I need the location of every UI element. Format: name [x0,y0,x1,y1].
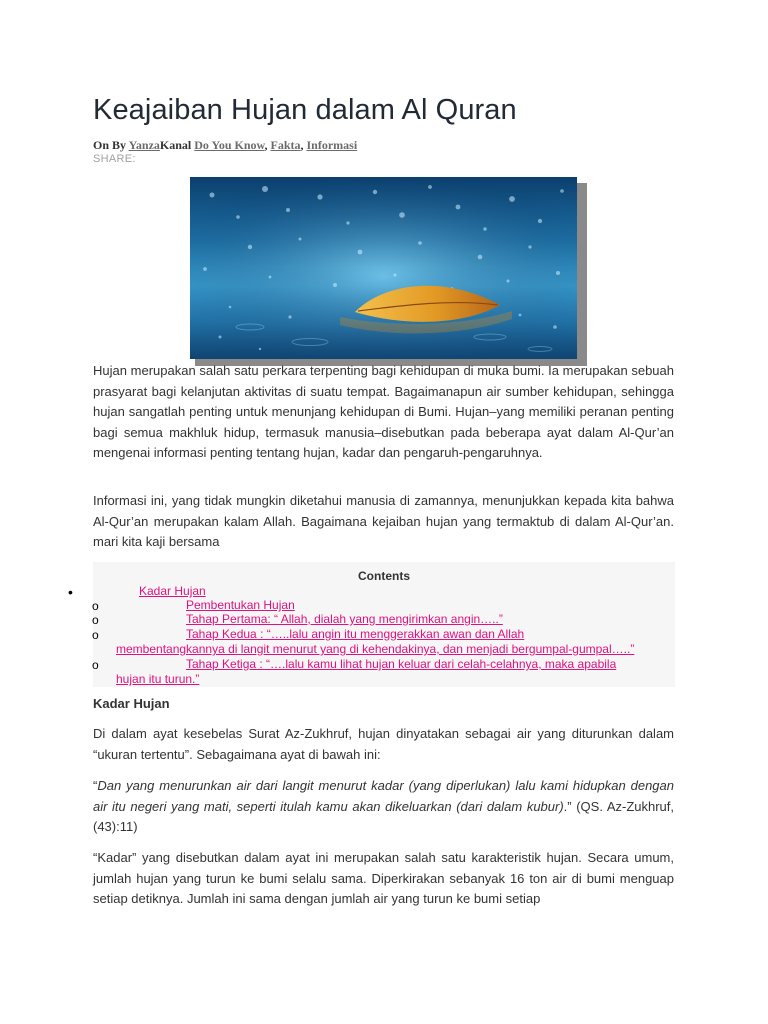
toc-link-tahap-pertama[interactable]: Tahap Pertama: “ Allah, dialah yang mengirimkan angin…..” [186,612,503,626]
toc-bullet-disc: • [68,584,73,600]
category-link-fakta[interactable]: Fakta [270,138,301,152]
toc-link-kadar-hujan[interactable]: Kadar Hujan [139,584,206,598]
toc-bullet-circle: o [92,599,99,613]
paragraph-1: Hujan merupakan salah satu perkara terpenting bagi kehidupan di muka bumi. Ia merupakan sebuah prasyarat bagi kelanjutan aktivitas di suatu tempat. Bagaimanapun air sumber kehidupan, sehingga hujan sangatlah penting untuk menunjang kehidupan di Bumi. Hujan–yang memiliki peranan penting bagi semua makhluk hidup, termasuk manusia–disebutkan pada beberapa ayat dalam Al-Qur’an mengenai informasi penting tentang hujan, kadar dan pengaruh-pengaruhnya. [93,363,674,461]
toc-title: Contents [358,569,410,583]
toc-link-pembentukan-hujan[interactable]: Pembentukan Hujan [186,598,295,612]
toc-link-tahap-kedua-line2[interactable]: membentangkannya di langit menurut yang di kehendakinya, dan menjadi bergumpal-gumpal…..” [116,642,635,656]
paragraph-5: “Kadar” yang disebutkan dalam ayat ini merupakan salah satu karakteristik hujan. Secara umum, jumlah hujan yang turun ke bumi selalu sama. Diperkirakan sebanyak 16 ton air di bumi menguap setiap detiknya. Jumlah ini sama dengan jumlah air yang turun ke bumi setiap [93,850,674,907]
section-heading-kadar-hujan: Kadar Hujan [93,696,170,711]
hero-image-rain-leaf [190,177,577,359]
quote-paragraph [93,776,674,838]
toc-link-tahap-kedua-line1[interactable]: Tahap Kedua : “…..lalu angin itu menggerakkan awan dan Allah [186,627,525,641]
quote-citation: .” (QS. Az-Zukhruf, (43):11) [93,798,674,835]
author-link[interactable]: Yanza [128,138,160,152]
toc-bullet-circle: o [92,628,99,642]
kanal-label: Kanal [159,138,195,152]
toc-link-tahap-ketiga-line2[interactable]: hujan itu turun.” [116,672,200,686]
category-link-informasi[interactable]: Informasi [306,138,358,152]
share-label: SHARE: [93,153,136,165]
toc-bullet-circle: o [92,613,99,627]
category-separator: , [300,138,307,152]
paragraph-3: Di dalam ayat kesebelas Surat Az-Zukhruf, hujan dinyatakan sebagai air yang diturunkan dalam “ukuran tertentu”. Sebagaimana ayat di bawah ini: [93,726,674,762]
rain-leaf-illustration [190,177,577,359]
paragraph-2: Informasi ini, yang tidak mungkin diketahui manusia di zamannya, menunjukkan kepada kita bahwa Al-Qur’an merupakan kalam Allah. Bagaimana kejaiban hujan yang termaktub di dalam Al-Qur’an. mari kita kaji bersama [93,493,674,550]
category-separator: , [264,138,271,152]
quote-text: Dan yang menurunkan air dari langit menurut kadar (yang diperlukan) lalu kami hidupkan dengan air itu negeri yang mati, seperti itulah kamu akan dikeluarkan (dari dalam kubur) [93,778,674,814]
toc-link-tahap-ketiga-line1[interactable]: Tahap Ketiga : “….lalu kamu lihat hujan keluar dari celah-celahnya, maka apabila [186,657,617,671]
quote-open-mark: “ [93,778,98,793]
category-link-do-you-know[interactable]: Do You Know [194,138,265,152]
article-meta [93,138,357,153]
article-title: Keajaiban Hujan dalam Al Quran [93,94,517,126]
meta-prefix: On By [93,138,129,152]
toc-bullet-circle: o [92,658,99,672]
